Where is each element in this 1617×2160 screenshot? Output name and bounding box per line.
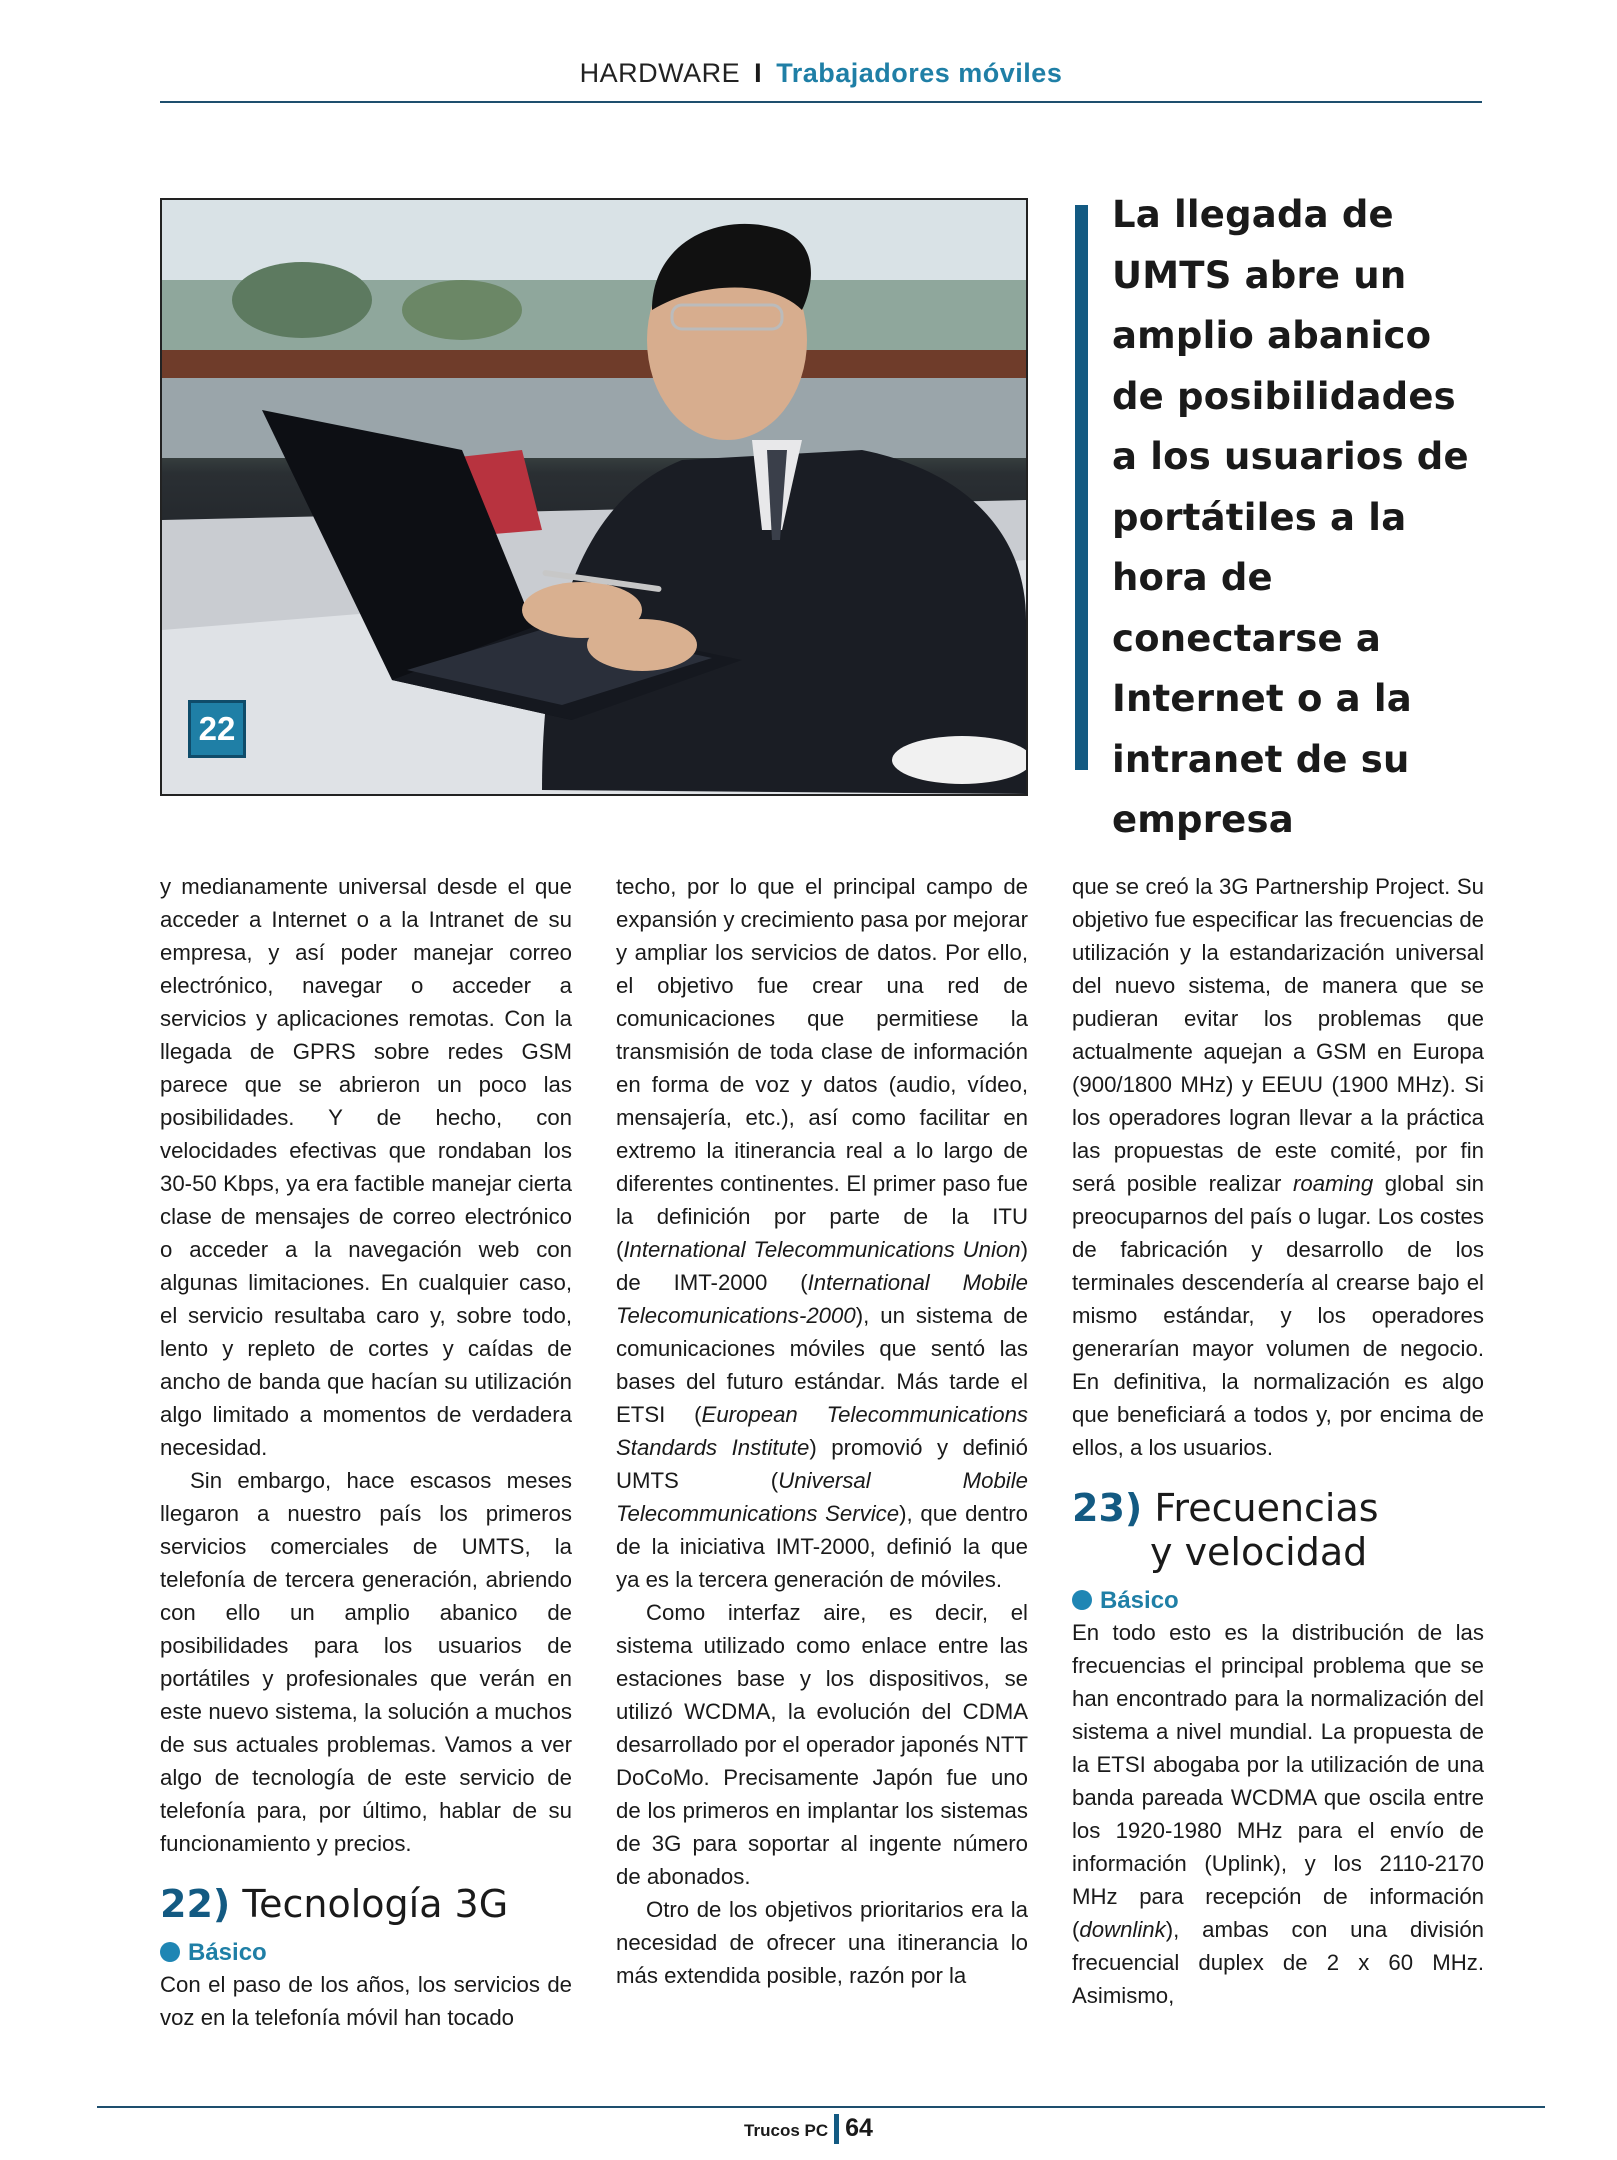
text-column-2 — [616, 870, 1028, 1992]
pull-quote-bar — [1075, 205, 1088, 770]
paragraph: Otro de los objetivos prioritarios era la necesidad de ofrecer una itinerancia lo más extendida posible, razón por la — [616, 1897, 1028, 1988]
page-footer — [0, 2114, 1617, 2144]
text-run: ) de IMT-2000 ( — [616, 1237, 1028, 1295]
italic-term: downlink — [1079, 1917, 1166, 1942]
running-header — [160, 58, 1482, 89]
header-subsection: Trabajadores móviles — [776, 58, 1063, 88]
paragraph: Como interfaz aire, es decir, el sistema utilizado como enlace entre las estaciones base y los dispositivos, se utilizó WCDMA, la evolución del CDMA desarrollado por el operador japonés NTT DoCoMo. Precisamente Japón fue uno de los primeros en implantar los sistemas de 3G para soportar al ingente número de abonados. — [616, 1600, 1028, 1889]
level-label: Básico — [188, 1939, 267, 1966]
header-section: HARDWARE — [579, 58, 741, 88]
bullet-dot-icon — [1072, 1590, 1092, 1610]
magazine-name: Trucos PC — [744, 2121, 829, 2140]
text-run: techo, por lo que el principal campo de expansión y crecimiento pasa por mejorar y ampliar los servicios de datos. Por ello, el objetivo fue crear una red de comunicaciones que permitiese la transmisión de toda clase de información en forma de voz y datos (audio, vídeo, mensajería, etc.), así como facilitar en extremo la itinerancia real a lo largo de diferentes continentes. El primer paso fue la definición por parte de la ITU ( — [616, 874, 1028, 1262]
section-heading-23 — [1072, 1486, 1484, 1574]
footer-bar — [834, 2114, 839, 2144]
text-run: ), ambas con una división frecuencial duplex de 2 x 60 MHz. Asimismo, — [1072, 1917, 1484, 2008]
text-run: que se creó la 3G Partnership Project. Su objetivo fue especificar las frecuencias de utilización y la estandarización universal del nuevo sistema, de manera que se pudieran evitar los problemas que actualmente aquejan a GSM en Europa (900/1800 MHz) y EEUU (1900 MHz). Si los operadores logran llevar a la práctica las propuestas de este comité, por fin será posible realizar — [1072, 874, 1484, 1196]
pull-quote-text: La llegada de UMTS abre un amplio abanico de posibilidades a los usuarios de portátiles a la hora de conectarse a Internet o a la intranet de su empresa — [1112, 193, 1469, 841]
section-heading-22 — [160, 1882, 572, 1926]
italic-term: International Telecommunications Union — [623, 1237, 1021, 1262]
header-separator: I — [754, 58, 763, 88]
paragraph — [1072, 870, 1484, 1464]
text-run: ), que dentro de la iniciativa IMT-2000, definió la que ya es la tercera generación de móviles. — [616, 1501, 1028, 1592]
section-title: Tecnología 3G — [242, 1882, 509, 1926]
section-title-line-2: y velocidad — [1150, 1530, 1368, 1574]
text-column-3 — [1072, 870, 1484, 2012]
italic-term: European Telecommunications Standards Institute — [616, 1402, 1028, 1460]
section-number: 22) — [160, 1882, 231, 1926]
paragraph: Sin embargo, hace escasos meses llegaron a nuestro país los primeros servicios comerciales de UMTS, la telefonía de tercera generación, abriendo con ello un amplio abanico de posibilidades para los usuarios de portátiles y profesionales que verán en este nuevo sistema, la solución a muchos de sus actuales problemas. Vamos a ver algo de tecnología de este servicio de telefonía para, por último, hablar de su funcionamiento y precios. — [160, 1468, 572, 1856]
text-column-1 — [160, 870, 572, 2034]
paragraph — [616, 870, 1028, 1596]
difficulty-level — [160, 1938, 572, 1968]
difficulty-level — [1072, 1586, 1484, 1616]
page-number: 64 — [845, 2114, 873, 2142]
text-run: global sin preocuparnos del país o lugar. Los costes de fabricación y desarrollo de los terminales descendería al crearse bajo el mismo estándar, y los operadores generarían mayor volumen de negocio. En definitiva, la normalización es algo que beneficiará a todos y, por encima de ellos, a los usuarios. — [1072, 1171, 1484, 1460]
footer-rule — [97, 2106, 1545, 2108]
italic-term: Universal Mobile Telecommunications Service — [616, 1468, 1028, 1526]
paragraph — [1072, 1616, 1484, 2012]
paragraph: Con el paso de los años, los servicios de voz en la telefonía móvil han tocado — [160, 1972, 572, 2030]
photo-number-badge: 22 — [188, 700, 246, 758]
section-number: 23) — [1072, 1486, 1143, 1530]
photo-illustration — [162, 200, 1026, 794]
level-label: Básico — [1100, 1587, 1179, 1614]
text-run: En todo esto es la distribución de las frecuencias el principal problema que se han encontrado para la normalización del sistema a nivel mundial. La propuesta de la ETSI abogaba por la utilización de una banda pareada WCDMA que oscila entre los 1920-1980 MHz para el envío de información (Uplink), y los 2110-2170 MHz para recepción de información ( — [1072, 1620, 1484, 1942]
header-rule — [160, 101, 1482, 103]
paragraph: y medianamente universal desde el que acceder a Internet o a la Intranet de su empresa, y así poder manejar correo electrónico, navegar o acceder a servicios y aplicaciones remotas. Con la llegada de GPRS sobre redes GSM parece que se abrieron un poco las posibilidades. Y de hecho, con velocidades efectivas que rondaban los 30-50 Kbps, ya era factible manejar cierta clase de mensajes de correo electrónico o acceder a la navegación web con algunas limitaciones. En cualquier caso, el servicio resultaba caro y, sobre todo, lento y repleto de cortes y caídas de ancho de banda que hacían su utilización algo limitado a momentos de verdadera necesidad. — [160, 874, 572, 1460]
section-title-line-1: Frecuencias — [1154, 1486, 1379, 1530]
article-photo — [160, 198, 1028, 796]
text-run: ), un sistema de comunicaciones móviles que sentó las bases del futuro estándar. Más tarde el ETSI ( — [616, 1303, 1028, 1427]
text-run: ) promovió y definió UMTS ( — [616, 1435, 1028, 1493]
italic-term: roaming — [1293, 1171, 1374, 1196]
italic-term: International Mobile Telecomunications-2000 — [616, 1270, 1028, 1328]
bullet-dot-icon — [160, 1942, 180, 1962]
